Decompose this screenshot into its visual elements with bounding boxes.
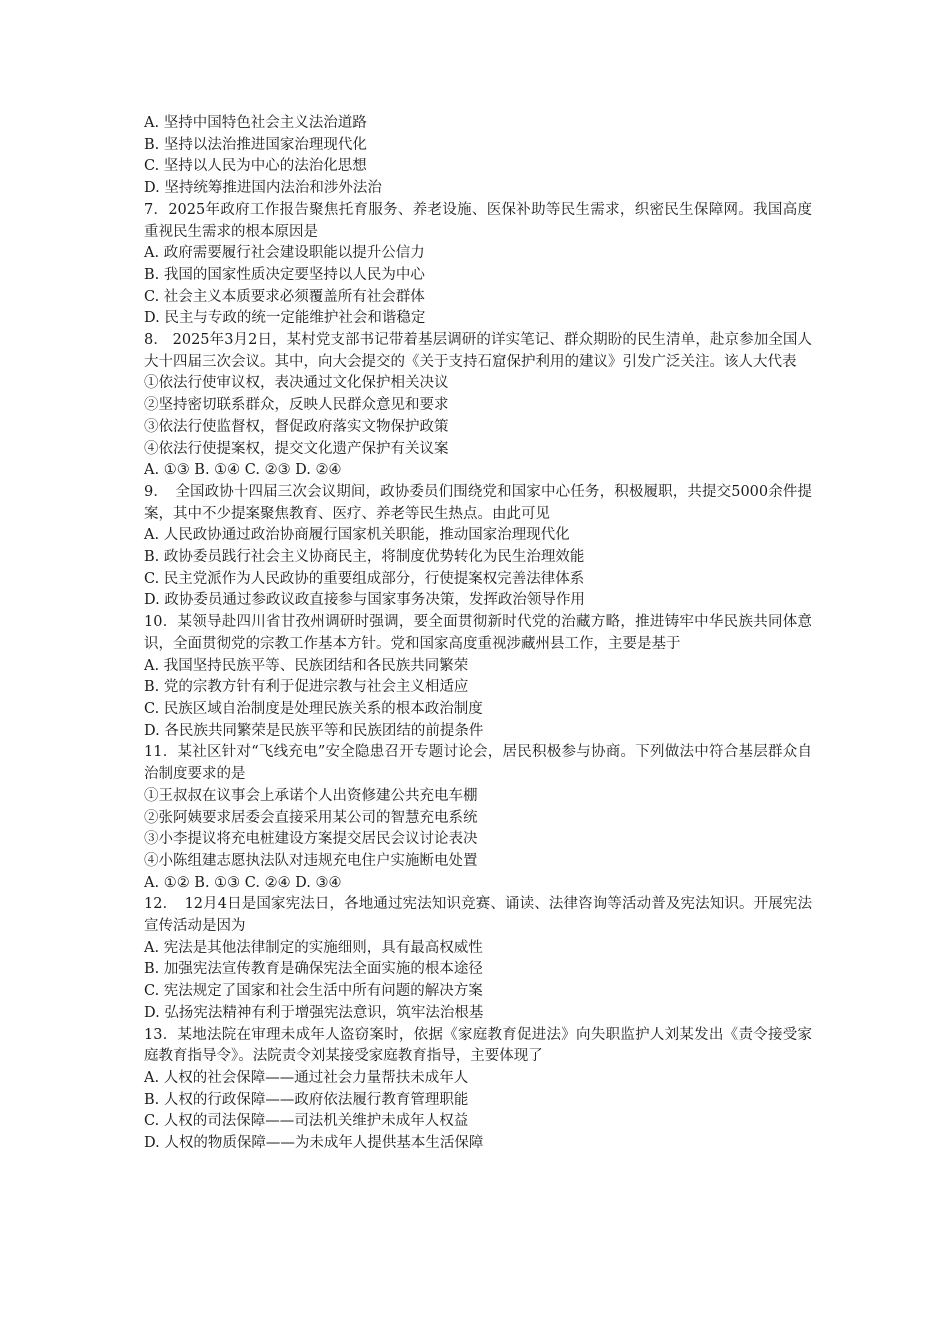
option-9b: B. 政协委员践行社会主义协商民主，将制度优势转化为民生治理效能	[144, 549, 585, 566]
statement-11-3: ③小李提议将充电桩建设方案提交居民会议讨论表决	[144, 831, 478, 848]
option-13c: C. 人权的司法保障——司法机关维护未成年人权益	[144, 1113, 469, 1130]
options-8: A. ①③ B. ①④ C. ②③ D. ②④	[144, 462, 342, 479]
option-7c: C. 社会主义本质要求必须覆盖所有社会群体	[144, 288, 425, 305]
question-12-stem: 12． 12月4日是国家宪法日，各地通过宪法知识竞赛、诵读、法律咨询等活动普及宪法知识。开展宪法宣传活动是因为	[144, 896, 812, 935]
option-9c: C. 民主党派作为人民政协的重要组成部分，行使提案权完善法律体系	[144, 570, 585, 587]
option-6d: D. 坚持统筹推进国内法治和涉外法治	[144, 180, 382, 197]
option-12b: B. 加强宪法宣传教育是确保宪法全面实施的根本途径	[144, 961, 483, 978]
question-8-stem: 8． 2025年3月2日，某村党支部书记带着基层调研的详实笔记、群众期盼的民生清单，赴京参加全国人大十四届三次会议。其中，向大会提交的《关于支持石窟保护利用的建议》引发广泛关注。该人大代表	[144, 332, 812, 370]
option-13b: B. 人权的行政保障——政府依法履行教育管理职能	[144, 1091, 469, 1108]
option-6c: C. 坚持以人民为中心的法治化思想	[144, 158, 367, 175]
question-7-stem: 7．2025年政府工作报告聚焦托育服务、养老设施、医保补助等民生需求，织密民生保障网。我国高度重视民生需求的根本原因是	[144, 201, 812, 240]
option-12a: A. 宪法是其他法律制定的实施细则，具有最高权威性	[144, 939, 483, 956]
option-13d: D. 人权的物质保障——为未成年人提供基本生活保障	[144, 1135, 484, 1152]
option-12c: C. 宪法规定了国家和社会生活中所有问题的解决方案	[144, 983, 483, 1000]
option-7b: B. 我国的国家性质决定要坚持以人民为中心	[144, 266, 425, 283]
question-9-stem: 9． 全国政协十四届三次会议期间，政协委员们围绕党和国家中心任务，积极履职，共提交5000余件提案，其中不少提案聚焦教育、医疗、养老等民生热点。由此可见	[144, 483, 812, 522]
option-10b: B. 党的宗教方针有利于促进宗教与社会主义相适应	[144, 679, 469, 696]
option-10a: A. 我国坚持民族平等、民族团结和各民族共同繁荣	[144, 657, 469, 674]
option-7a: A. 政府需要履行社会建设职能以提升公信力	[144, 245, 425, 262]
document-page	[144, 113, 812, 1155]
option-7d: D. 民主与专政的统一定能维护社会和谐稳定	[144, 310, 426, 327]
option-12d: D. 弘扬宪法精神有利于增强宪法意识，筑牢法治根基	[144, 1004, 484, 1021]
option-6a: A. 坚持中国特色社会主义法治道路	[144, 115, 367, 131]
option-10d: D. 各民族共同繁荣是民族平等和民族团结的前提条件	[144, 722, 484, 739]
option-6b: B. 坚持以法治推进国家治理现代化	[144, 136, 367, 153]
option-9a: A. 人民政协通过政治协商履行国家机关职能，推动国家治理现代化	[144, 527, 570, 544]
statement-8-3: ③依法行使监督权，督促政府落实文物保护政策	[144, 418, 449, 435]
statement-8-4: ④依法行使提案权，提交文化遗产保护有关议案	[144, 440, 449, 457]
option-9d: D. 政协委员通过参政议政直接参与国家事务决策，发挥政治领导作用	[144, 592, 585, 609]
statement-11-2: ②张阿姨要求居委会直接采用某公司的智慧充电系统	[144, 809, 478, 826]
option-10c: C. 民族区域自治制度是处理民族关系的根本政治制度	[144, 700, 483, 717]
statement-8-2: ②坚持密切联系群众，反映人民群众意见和要求	[144, 397, 449, 414]
statement-11-1: ①王叔叔在议事会上承诺个人出资修建公共充电车棚	[144, 787, 478, 804]
question-11-stem: 11．某社区针对“飞线充电”安全隐患召开专题讨论会，居民积极参与协商。下列做法中符合基层群众自治制度要求的是	[144, 744, 812, 783]
question-10-stem: 10．某领导赴四川省甘孜州调研时强调，要全面贯彻新时代党的治藏方略，推进铸牢中华民族共同体意识，全面贯彻党的宗教工作基本方针。党和国家高度重视涉藏州县工作，主要是基于	[144, 614, 812, 652]
statement-8-1: ①依法行使审议权，表决通过文化保护相关决议	[144, 375, 449, 392]
question-13-stem: 13．某地法院在审理未成年人盗窃案时，依据《家庭教育促进法》向失职监护人刘某发出《责令接受家庭教育指导令》。法院责令刘某接受家庭教育指导，主要体现了	[144, 1026, 812, 1065]
options-11: A. ①② B. ①③ C. ②④ D. ③④	[144, 874, 342, 891]
statement-11-4: ④小陈组建志愿执法队对违规充电住户实施断电处置	[144, 852, 478, 869]
option-13a: A. 人权的社会保障——通过社会力量帮扶未成年人	[144, 1069, 469, 1086]
